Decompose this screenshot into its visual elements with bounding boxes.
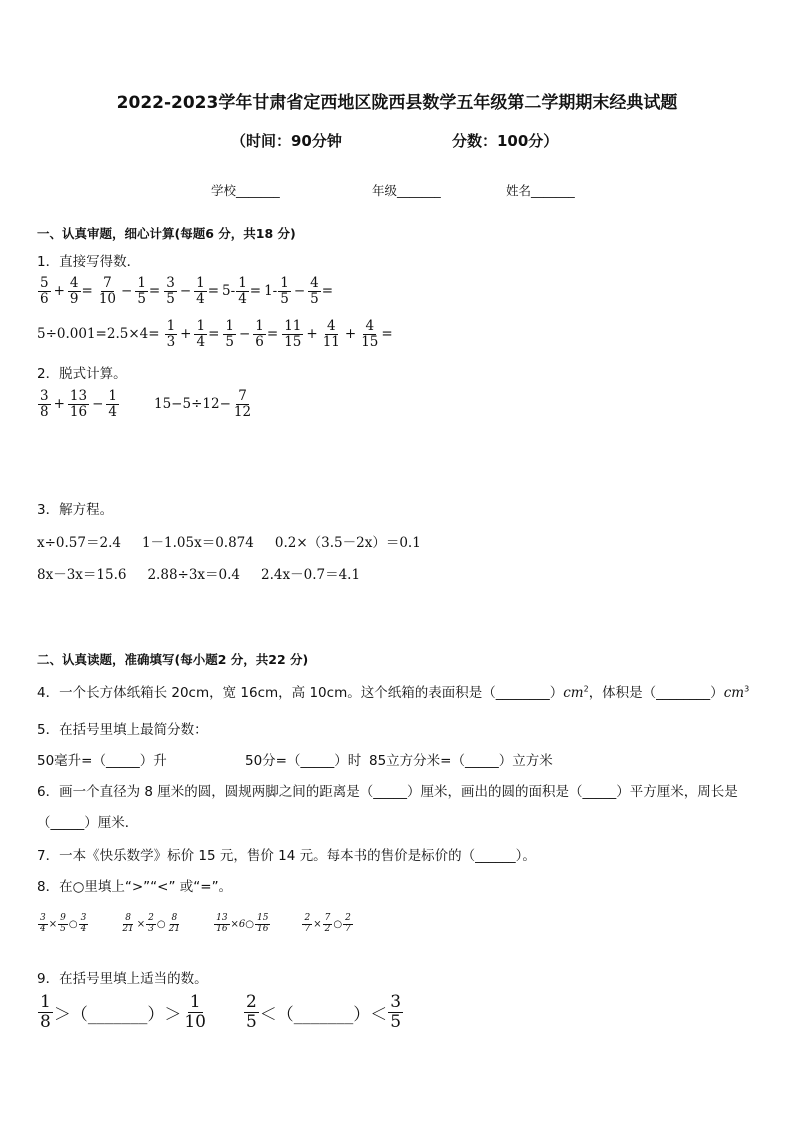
denominator: 3	[166, 333, 176, 350]
q1-line-2-fracs	[164, 319, 396, 350]
fraction	[38, 389, 51, 420]
question-2-label: 2．脱式计算。	[37, 366, 127, 382]
numerator: 3	[80, 913, 87, 923]
numerator: 7	[238, 388, 247, 404]
fraction	[323, 914, 333, 935]
page-title: 2022-2023学年甘肃省定西地区陇西县数学五年级第二学期期末经典试题	[116, 93, 678, 113]
compare-circle: ○	[245, 918, 255, 930]
question-3-row-1	[37, 531, 421, 551]
numerator: 8	[171, 913, 178, 923]
compare-circle: ○	[156, 918, 166, 930]
numerator: 7	[324, 913, 331, 923]
question-3-row-2	[37, 563, 360, 583]
fraction	[388, 993, 403, 1031]
equals: =	[266, 326, 279, 343]
equals: =	[81, 283, 93, 300]
equation: 1－1.05x＝0.874	[141, 535, 254, 551]
denominator: 10	[184, 1011, 206, 1032]
numerator: 1	[108, 388, 117, 404]
exam-time: （时间：90分钟	[231, 132, 342, 150]
numerator: 3	[40, 913, 46, 923]
denominator: 8	[40, 403, 49, 420]
operator: ×6	[230, 918, 246, 930]
question-8-items	[37, 914, 354, 935]
compare-circle: ○	[68, 918, 78, 930]
numerator: 1	[280, 275, 289, 291]
fraction	[167, 914, 182, 935]
q1-item	[264, 276, 333, 307]
q1-item	[37, 276, 93, 307]
equals: =	[321, 283, 334, 300]
fraction	[164, 276, 177, 307]
denominator: 4	[196, 333, 206, 350]
fraction	[244, 993, 259, 1031]
q5-item-3: 85立方分米=（_____）立方米	[369, 753, 553, 769]
numerator: 2	[245, 992, 257, 1012]
numerator: 13	[216, 913, 228, 923]
operator: +	[180, 326, 192, 343]
equals: =	[249, 283, 262, 300]
fraction	[236, 276, 249, 307]
q8-item	[213, 914, 271, 935]
numerator: 4	[69, 275, 79, 291]
q4-text-2: ，体积是（________）	[588, 685, 724, 701]
question-9-label: 9．在括号里填上适当的数。	[37, 971, 208, 987]
fraction	[255, 914, 270, 935]
fraction	[106, 389, 119, 420]
q4-text-1: 4．一个长方体纸箱长 20cm，宽 16cm，高 10cm。这个纸箱的表面积是（________）	[37, 685, 564, 701]
numerator: 1	[196, 318, 206, 334]
fraction	[182, 993, 208, 1031]
numerator: 4	[326, 318, 336, 334]
question-7: 7．一本《快乐数学》标价 15 元，售价 14 元。每本书的售价是标价的（______）。	[37, 848, 536, 864]
question-3-label: 3．解方程。	[37, 502, 114, 518]
denominator: 2	[324, 923, 331, 934]
numerator: 1	[137, 275, 146, 291]
numerator: 3	[166, 275, 175, 291]
numerator: 1	[238, 275, 247, 291]
equation: 0.2×（3.5－2x）＝0.1	[274, 535, 421, 551]
denominator: 15	[361, 333, 379, 350]
numerator: 4	[310, 275, 319, 291]
fraction	[68, 276, 81, 307]
question-6-line-1: 6．画一个直径为 8 厘米的圆，圆规两脚之间的距离是（_____）厘米，画出的圆的面积是（_____）平方厘米，周长是	[37, 784, 738, 800]
denominator: 5	[60, 923, 66, 934]
equation: 2.88÷3x＝0.4	[147, 567, 241, 583]
grade-field: 年级_______	[372, 183, 441, 198]
q5-item-1: 50毫升=（_____）升	[37, 753, 167, 769]
question-2-exprs	[37, 389, 254, 420]
denominator: 11	[322, 333, 340, 350]
compare-circle: ○	[333, 918, 343, 930]
q4-exp-1: 2	[583, 684, 589, 694]
operator: −	[121, 283, 133, 300]
school-field: 学校_______	[211, 183, 280, 198]
q4-unit-1: cm	[563, 685, 584, 701]
denominator: 5	[137, 290, 146, 307]
denominator: 21	[168, 923, 181, 934]
operator: −	[92, 396, 104, 413]
denominator: 5	[390, 1011, 402, 1032]
operator: −	[293, 283, 306, 300]
denominator: 4	[108, 403, 117, 420]
fraction	[232, 389, 253, 420]
fraction	[278, 276, 291, 307]
question-9-exprs	[37, 993, 404, 1031]
inequality: ＜（_______）＜	[259, 1004, 388, 1025]
question-1-label: 1．直接写得数．	[37, 254, 141, 270]
fraction	[194, 319, 207, 350]
denominator: 5	[310, 290, 319, 307]
fraction	[38, 914, 48, 935]
question-1-line-1	[37, 276, 336, 307]
denominator: 5	[166, 290, 175, 307]
q1-item	[163, 276, 219, 307]
fraction	[68, 389, 89, 420]
denominator: 6	[255, 333, 264, 350]
fraction	[308, 276, 321, 307]
fraction	[38, 276, 51, 307]
numerator: 13	[69, 388, 88, 404]
q9-expression-1	[37, 993, 209, 1031]
fraction	[321, 319, 342, 350]
equals: =	[148, 283, 161, 300]
fraction	[302, 914, 312, 935]
fraction	[165, 319, 178, 350]
denominator: 4	[40, 923, 46, 934]
fraction	[359, 319, 380, 350]
q8-item	[37, 914, 89, 935]
denominator: 7	[304, 923, 311, 934]
numerator: 1	[166, 318, 176, 334]
numerator: 15	[257, 913, 269, 923]
denominator: 15	[284, 333, 302, 350]
numerator: 1	[189, 992, 201, 1012]
q8-item	[301, 914, 353, 935]
operator: +	[306, 326, 318, 343]
fraction	[146, 914, 156, 935]
question-8-label: 8．在○里填上“>”“<” 或“=”。	[37, 879, 233, 895]
fraction	[343, 914, 353, 935]
q1-prefix: 1-	[264, 283, 278, 300]
exam-score: 分数：100分）	[452, 132, 559, 150]
fraction	[120, 914, 135, 935]
denominator: 5	[225, 333, 234, 350]
q4-exp-2: 3	[744, 684, 750, 694]
numerator: 4	[365, 318, 375, 334]
operator: ×	[136, 918, 146, 930]
operator: ×	[313, 918, 322, 930]
q2-expr2-frac	[231, 389, 254, 420]
fraction	[194, 276, 207, 307]
q1-item	[96, 276, 160, 307]
denominator: 6	[40, 290, 49, 307]
q1-item	[222, 319, 278, 350]
question-1-line-2	[37, 319, 396, 350]
equals: =	[208, 326, 220, 343]
denominator: 5	[280, 290, 289, 307]
fraction	[282, 319, 303, 350]
numerator: 2	[304, 913, 311, 923]
equation: 8x－3x＝15.6	[37, 567, 127, 583]
denominator: 4	[196, 290, 205, 307]
operator: +	[53, 396, 65, 413]
denominator: 16	[69, 403, 88, 420]
q9-expression-2	[243, 993, 404, 1031]
denominator: 16	[216, 923, 228, 934]
numerator: 1	[196, 275, 205, 291]
section-2-title: 二、认真读题，准确填写(每小题2 分，共22 分)	[37, 652, 309, 667]
numerator: 2	[345, 913, 351, 923]
section-1-title: 一、认真审题，细心计算(每题6 分，共18 分)	[37, 226, 296, 241]
q2-expr2-text: 15−5÷12−	[154, 396, 231, 413]
denominator: 10	[98, 290, 116, 307]
fraction	[97, 276, 118, 307]
operator: ×	[48, 918, 58, 930]
question-5-label: 5．在括号里填上最简分数：	[37, 722, 208, 738]
denominator: 12	[233, 403, 252, 420]
q4-unit-2: cm	[723, 685, 745, 701]
numerator: 2	[148, 913, 154, 923]
fraction	[214, 914, 229, 935]
operator: −	[238, 326, 251, 343]
denominator: 16	[257, 923, 269, 934]
fraction	[38, 993, 53, 1031]
fraction	[79, 914, 89, 935]
fraction	[223, 319, 236, 350]
denominator: 8	[40, 1011, 51, 1032]
q1-item	[281, 319, 393, 350]
operator: +	[53, 283, 65, 300]
numerator: 1	[40, 992, 51, 1012]
fraction	[253, 319, 266, 350]
q2-expression-1	[37, 389, 120, 420]
numerator: 1	[225, 318, 234, 334]
q1-item	[222, 276, 261, 307]
q1-item	[164, 319, 220, 350]
q1-item-5div: 5÷0.001=	[37, 326, 107, 343]
q2-expression-2	[154, 389, 254, 420]
question-6-line-2: （_____）厘米．	[37, 815, 139, 831]
denominator: 3	[148, 923, 154, 934]
operator: −	[179, 283, 192, 300]
inequality: ＞（_______）＞	[53, 1004, 182, 1025]
equation: x÷0.57＝2.4	[37, 535, 121, 551]
denominator: 7	[345, 923, 351, 934]
q5-item-2: 50分=（_____）时	[245, 753, 362, 769]
denominator: 5	[245, 1011, 257, 1032]
numerator: 7	[103, 275, 112, 291]
equals: =	[207, 283, 220, 300]
q1-prefix: 5-	[222, 283, 236, 300]
denominator: 21	[122, 923, 134, 934]
fraction	[135, 276, 148, 307]
q8-item	[119, 914, 183, 935]
numerator: 9	[60, 913, 66, 923]
equation: 2.4x－0.7＝4.1	[261, 567, 361, 583]
q1-item-2p5x4: 2.5×4=	[106, 326, 160, 343]
numerator: 5	[40, 275, 49, 291]
numerator: 11	[284, 318, 302, 334]
fraction	[58, 914, 68, 935]
numerator: 8	[125, 913, 131, 923]
denominator: 4	[80, 923, 87, 934]
operator: +	[344, 326, 357, 343]
name-field: 姓名_______	[506, 183, 575, 198]
numerator: 3	[40, 388, 49, 404]
numerator: 1	[255, 318, 264, 334]
numerator: 3	[390, 992, 402, 1012]
question-4	[37, 681, 749, 701]
denominator: 4	[238, 290, 247, 307]
equals: =	[381, 326, 393, 343]
denominator: 9	[69, 290, 79, 307]
